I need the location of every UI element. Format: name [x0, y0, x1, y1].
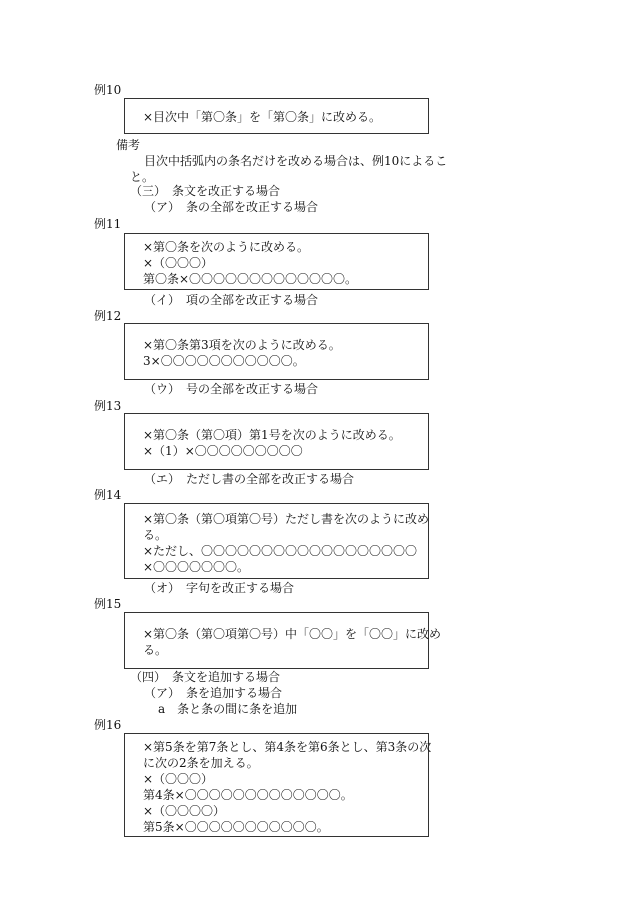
example-15-line: る。: [143, 643, 168, 657]
example-16-line: ×（〇〇〇）: [143, 772, 214, 786]
example-15-box: [124, 612, 442, 669]
section-3-sub-e: （エ） ただし書の全部を改正する場合: [144, 472, 355, 486]
example-14-label: 例14: [94, 488, 122, 502]
example-11-box: [124, 233, 429, 290]
example-10-label: 例10: [94, 83, 122, 97]
note-heading: 備考: [116, 138, 141, 152]
example-14-line: ×第〇条（第〇項第〇号）ただし書を次のように改め: [143, 512, 430, 526]
example-14-box: [124, 503, 429, 579]
example-10-box: [124, 98, 429, 134]
example-16-label: 例16: [94, 718, 122, 732]
section-3-sub-o: （オ） 字句を改正する場合: [144, 581, 295, 595]
example-12-label: 例12: [94, 309, 122, 323]
section-4-heading: （四） 条文を追加する場合: [130, 670, 281, 684]
example-13-line: ×第〇条（第〇項）第1号を次のように改める。: [143, 428, 401, 442]
example-16-line: ×（〇〇〇〇）: [143, 804, 226, 818]
section-3-sub-u: （ウ） 号の全部を改正する場合: [144, 382, 319, 396]
example-14-line: ×ただし、〇〇〇〇〇〇〇〇〇〇〇〇〇〇〇〇〇〇: [143, 544, 418, 558]
example-16-line: 第5条×〇〇〇〇〇〇〇〇〇〇〇。: [143, 820, 329, 834]
example-14-line: る。: [143, 528, 168, 542]
example-11-line: ×（〇〇〇）: [143, 256, 214, 270]
example-16-box: [124, 733, 432, 837]
example-12-line: ×第〇条第3項を次のように改める。: [143, 338, 341, 352]
example-16-line: ×第5条を第7条とし、第4条を第6条とし、第3条の次: [143, 740, 432, 754]
example-10-line: ×目次中「第〇条」を「第〇条」に改める。: [143, 110, 382, 124]
example-11-line: 第〇条×〇〇〇〇〇〇〇〇〇〇〇〇〇。: [143, 272, 358, 286]
section-4-sub-a-a: a 条と条の間に条を追加: [158, 702, 298, 716]
example-15-line: ×第〇条（第〇項第〇号）中「〇〇」を「〇〇」に改め: [143, 627, 442, 641]
section-3-heading: （三） 条文を改正する場合: [130, 184, 281, 198]
example-16-line: に次の2条を加える。: [143, 756, 259, 770]
section-3-sub-a: （ア） 条の全部を改正する場合: [144, 200, 319, 214]
example-16-line: 第4条×〇〇〇〇〇〇〇〇〇〇〇〇〇。: [143, 788, 353, 802]
example-12-box: [124, 323, 429, 380]
example-12-line: 3×〇〇〇〇〇〇〇〇〇〇〇。: [143, 354, 305, 368]
section-3-sub-i: （イ） 項の全部を改正する場合: [144, 293, 319, 307]
example-13-box: [124, 413, 429, 470]
example-11-line: ×第〇条を次のように改める。: [143, 240, 310, 254]
note-line-2: と。: [130, 170, 155, 184]
example-13-line: ×（1）×〇〇〇〇〇〇〇〇〇: [143, 444, 303, 458]
example-14-line: ×〇〇〇〇〇〇〇。: [143, 560, 250, 574]
section-4-sub-a: （ア） 条を追加する場合: [144, 686, 283, 700]
example-13-label: 例13: [94, 399, 122, 413]
note-line-1: 目次中括弧内の条名だけを改める場合は、例10によるこ: [144, 154, 448, 168]
example-15-label: 例15: [94, 597, 122, 611]
example-11-label: 例11: [94, 217, 122, 231]
